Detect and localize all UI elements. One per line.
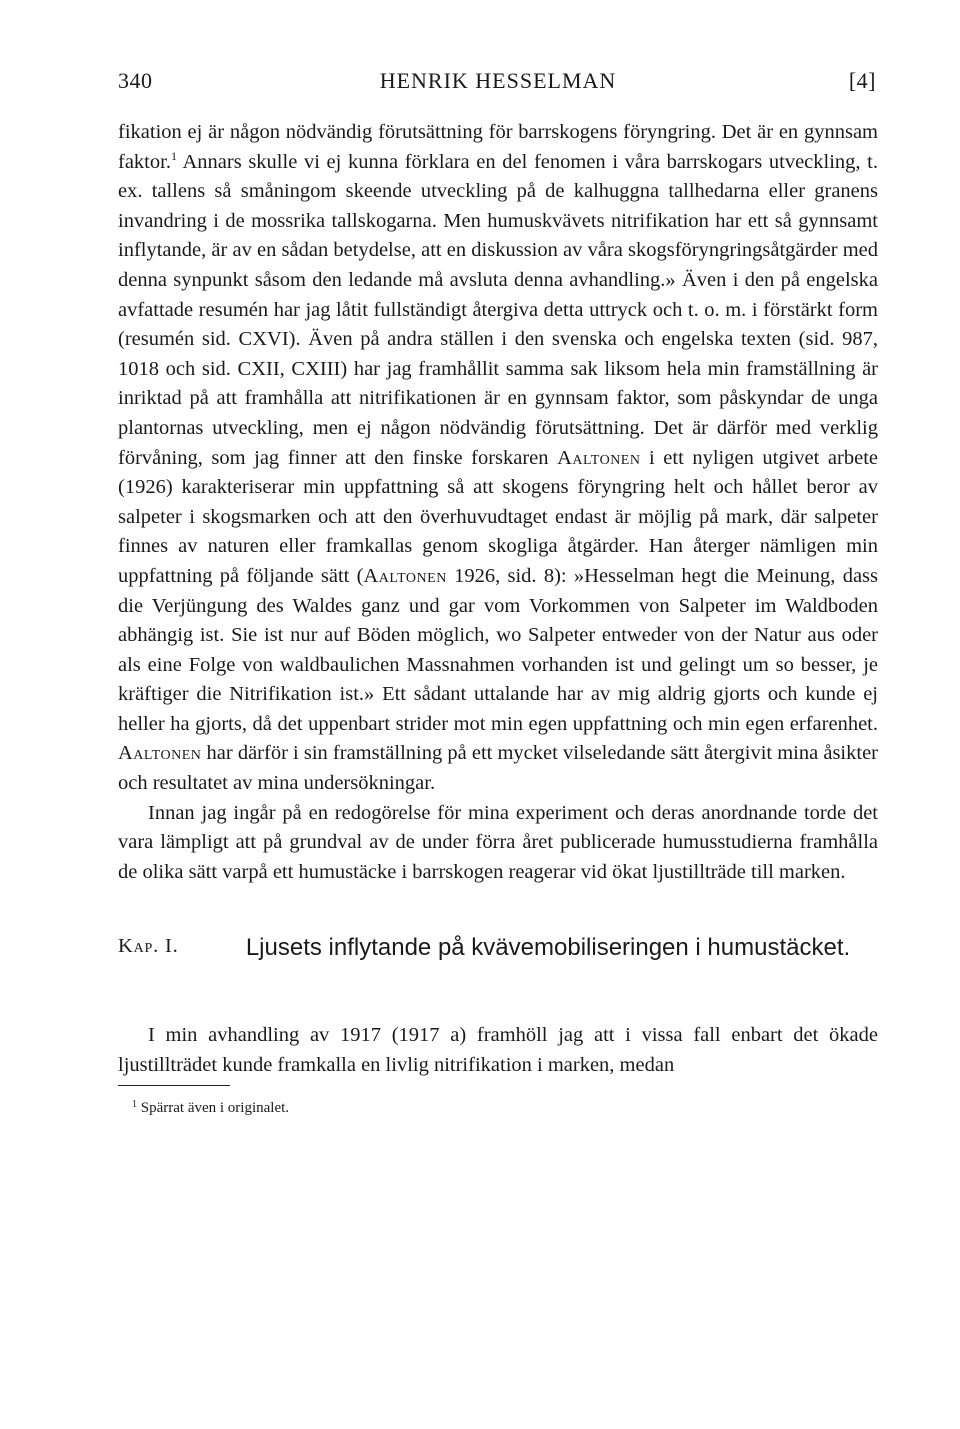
author-name-aaltonen: Aaltonen: [557, 446, 641, 469]
running-head: [118, 62, 878, 102]
body-text-chapter: [118, 1021, 878, 1080]
page-number: 340: [118, 68, 153, 93]
chapter-heading: [118, 931, 878, 1007]
author-name-aaltonen: Aaltonen: [363, 564, 447, 587]
paragraph-1-part-a: fikation ej är någon nödvändig förutsättning för barrskogens föryngring. Det är en gynnsam faktor.: [118, 121, 878, 173]
paragraph-2: Innan jag ingår på en redogörelse för mina experiment och deras anordnande torde det vara lämpligt att på grundval av de under förra året publicerade humusstudierna framhålla de olika sätt varpå ett humustäcke i barrskogen reagerar vid ökat ljustillträde till marken.: [118, 801, 878, 883]
chapter-title: Ljusets inflytande på kvävemobiliseringen i humustäcket.: [245, 934, 851, 962]
chapter-label: Kap. I.: [118, 935, 179, 958]
paragraph-1: [118, 118, 878, 799]
paragraph-1-part-b: Annars skulle vi ej kunna förklara en del fenomen i våra barrskogars utveckling, t. ex. tallens så småningom skeende utveckling på de kalhuggna tallhedarna eller granens invandring i de mossrika tallskogarna. Men humuskvävets nitrifikation har ett så gynnsamt inflytande, är av en sådan betydelse, att en diskussion av våra skogsföryngringsåtgärder med denna synpunkt såsom den ledande må avsluta denna avhandling.» Även i den på engelska avfattade resumén har jag låtit fullständigt återgiva detta uttryck och t. o. m. i förstärkt form (resumén sid. CXVI). Även på andra ställen i den svenska och engelska texten (sid. 987, 1018 och sid. CXII, CXIII) har jag framhållit samma sak liksom hela min framställning är inriktad på att framhålla att nitrifikationen är en gynnsam faktor, som påskyndar de unga plantornas utveckling, men ej någon nödvändig förutsättning. Det är därför med verklig förvåning, som jag finner att den finske forskaren: [118, 150, 878, 469]
paragraph-1-part-e: har därför i sin framställning på ett mycket vilseledande sätt återgivit mina åsikter och resultatet av mina undersökningar.: [118, 742, 878, 795]
author-name-aaltonen: Aaltonen: [118, 742, 202, 765]
document-page: [118, 62, 878, 1118]
paragraph-3: I min avhandling av 1917 (1917 a) framhöll jag att i vissa fall enbart det ökade ljustillträdet kunde framkalla en livlig nitrifikation i marken, medan: [118, 1024, 878, 1077]
footnote-reference: 1: [170, 148, 177, 163]
running-head-author: HENRIK HESSELMAN: [379, 68, 617, 93]
footnote: [118, 1098, 878, 1118]
footnote-marker: 1: [132, 1098, 137, 1110]
footnote-divider: [118, 1085, 230, 1086]
body-text: [118, 118, 878, 887]
footnote-text: Spärrat även i originalet.: [137, 1099, 290, 1116]
section-marker: [4]: [848, 68, 876, 93]
paragraph-1-part-d: 1926, sid. 8): »Hesselman hegt die Meinung, dass die Verjüngung des Waldes ganz und gar vom Vorkommen von Salpeter im Waldboden abhängig ist. Sie ist nur auf Böden möglich, wo Salpeter entweder von der Natur aus oder als eine Folge von waldbaulichen Massnahmen vorhanden ist und gelingt um so besser, je kräftiger die Nitrifikation ist.» Ett sådant uttalande har av mig aldrig gjorts och kunde ej heller ha gjorts, då det uppenbart strider mot min egen uppfattning och min egen erfarenhet.: [118, 564, 879, 735]
paragraph-1-part-c: i ett nyligen utgivet arbete (1926) karakteriserar min uppfattning så att skogens föryngring helt och hållet beror av salpeter i skogsmarken och att den överhuvudtaget endast är möjlig på mark, där salpeter finnes av naturen eller framkallas genom skogliga åtgärder. Han återger nämligen min uppfattning på följande sätt (: [118, 446, 878, 587]
